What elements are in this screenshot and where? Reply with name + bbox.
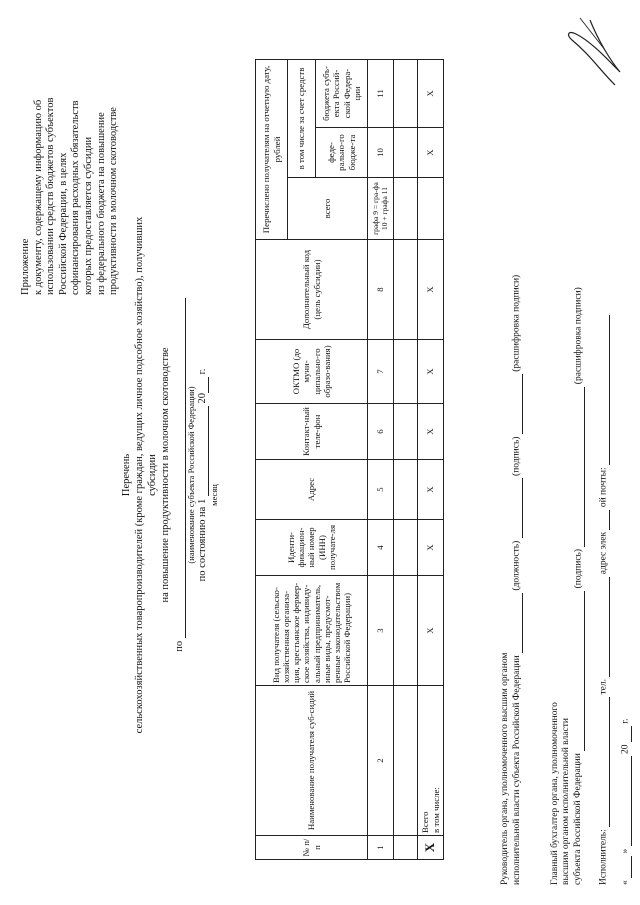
date-month-line[interactable] (620, 756, 632, 846)
table-cell[interactable] (394, 836, 418, 860)
appendix-line: софинансирования расходных обязательств (70, 100, 82, 295)
email-gap-line (598, 510, 610, 530)
header-type: Вид получателя (сельско-хозяйственная организа-ция, крестьянское фермер-ское хозяйства, индивиду-альный предприниматель, иные виды, предусмот-ренные законодательством Российской Федерации) (256, 576, 368, 686)
decode-caption: (расшифровка подписи) (512, 274, 522, 372)
total-cell-x: X (418, 836, 444, 860)
accountant-label-line: Главный бухгалтер органа, уполномоченного (550, 702, 560, 885)
header-transferred: Перечислено получателям на отчетную дату, рублей (256, 59, 288, 239)
header-oktmo: ОКТМО (до муни-ципально-го образо-вания) (256, 340, 368, 404)
date-open-quote: « (620, 880, 631, 885)
date-year-prefix: 20 (620, 744, 631, 754)
total-cell-x: X (418, 404, 444, 460)
sign-fill-line[interactable] (511, 478, 523, 538)
table-cell[interactable] (394, 520, 418, 576)
header-address: Адрес (256, 460, 368, 520)
subject-fill-row (173, 195, 186, 755)
accountant-decode-caption: (расшифровка подписи) (573, 287, 584, 385)
appendix-line: Приложение (20, 238, 31, 295)
po-label: по (173, 640, 185, 652)
as-of-label: по состоянию на 1 (197, 498, 209, 582)
date-year-suffix: г. (620, 718, 631, 724)
table-cell[interactable] (394, 576, 418, 686)
executor-fill-line[interactable] (598, 697, 610, 827)
table-cell[interactable] (394, 460, 418, 520)
appendix-line: из федерального бюджета на повышение (95, 112, 107, 295)
header-regional: бюджета субъ-екта Россий-ской Федера-ции (316, 59, 368, 127)
total-cell-x: X (418, 340, 444, 404)
year-suffix: г. (197, 368, 209, 375)
position-caption: (должность) (512, 540, 522, 591)
total-cell-x: X (418, 520, 444, 576)
subject-caption: (наименование субъекта Российской Федерации) (185, 386, 196, 564)
document-title-line: на повышение продуктивности в молочном скотоводстве (160, 347, 172, 603)
accountant-sign-line[interactable] (573, 591, 585, 751)
email-fill-line[interactable] (598, 315, 610, 465)
table-cell[interactable] (394, 686, 418, 836)
document-title-line: сельскохозяйственных товаропроизводителей (кроме граждан, ведущих личное подсобное хозяйство), получивших субсидии (134, 216, 159, 734)
table-cell[interactable] (394, 128, 418, 178)
decode-fill-line[interactable] (511, 374, 523, 434)
sign-caption: (подпись) (512, 436, 522, 476)
total-label-cell (418, 686, 444, 836)
colnum-5: 5 (368, 460, 394, 520)
colnum-8: 8 (368, 240, 394, 340)
executor-label: Исполнитель: (598, 829, 609, 885)
table-cell[interactable] (394, 404, 418, 460)
table-cell[interactable] (394, 59, 418, 127)
header-federal: феде-рально-го бюдже-та (316, 128, 368, 178)
appendix-line: к документу, содержащему информацию об (32, 99, 44, 295)
date-close-quote: » (620, 848, 631, 854)
accountant-decode-line[interactable] (573, 387, 585, 547)
colnum-4: 4 (368, 520, 394, 576)
table-cell[interactable] (394, 340, 418, 404)
accountant-label-line: высшим органом исполнительной власти (561, 718, 572, 885)
colnum-7: 7 (368, 340, 394, 404)
total-cell-x: X (418, 240, 444, 340)
accountant-label-line: субъекта Российской Федерации (573, 753, 584, 885)
header-incl: в том числе за счет средств (288, 59, 316, 177)
header-name: Наименование получателя суб-сидий (256, 686, 368, 836)
total-incl-label: в том числе: (430, 787, 441, 833)
header-code: Дополнительный код (цель субсидии) (256, 240, 368, 340)
header-phone: Контакт-ный теле-фон (256, 404, 368, 460)
phone-label: тел. (598, 678, 609, 695)
total-cell-x: X (418, 128, 444, 178)
head-label-line: исполнительной власти субъекта Российской Федерации (512, 655, 522, 885)
colnum-9: графа 9 = гра-фа 10 + графа 11 (368, 178, 394, 240)
total-cell-x: X (418, 576, 444, 686)
handwritten-signature-mark (560, 10, 630, 90)
colnum-11: 11 (368, 59, 394, 127)
accountant-sign-caption: (подпись) (573, 548, 584, 589)
table-cell[interactable] (394, 178, 418, 240)
recipients-table (255, 59, 444, 860)
colnum-2: 2 (368, 686, 394, 836)
total-cell[interactable] (418, 178, 444, 240)
document-title-block (120, 195, 220, 755)
total-label: Всего (420, 811, 431, 833)
table-cell[interactable] (394, 240, 418, 340)
year-fill-line[interactable] (197, 377, 209, 393)
appendix-note (20, 5, 121, 295)
colnum-3: 3 (368, 576, 394, 686)
phone-fill-line[interactable] (598, 577, 610, 677)
email-label-a: адрес элек (598, 531, 609, 575)
month-caption: месяц (209, 484, 220, 506)
colnum-6: 6 (368, 404, 394, 460)
appendix-line: которых предоставляется субсидии (82, 136, 94, 295)
header-inn: Иденти-фикацион-ный номер (ИНН) получате-ля (256, 520, 368, 576)
month-fill-line[interactable] (197, 406, 209, 496)
head-signature-block (500, 25, 523, 885)
header-num: № п/п (256, 836, 368, 860)
as-of-row (196, 195, 209, 755)
appendix-line: Российской Федерации, в целях (57, 152, 69, 295)
head-fill-line[interactable] (511, 593, 523, 653)
appendix-line: продуктивности в молочном скотоводстве (108, 107, 120, 295)
date-block (620, 485, 632, 885)
header-total: всего (288, 178, 368, 240)
table-row-total (418, 59, 444, 859)
head-label-line: Руководитель органа, уполномоченного высшим органом (500, 652, 510, 885)
date-day-line[interactable] (620, 856, 632, 878)
executor-block (598, 25, 610, 885)
year-prefix: 20 (197, 393, 209, 404)
colnum-1: 1 (368, 836, 394, 860)
date-year-line[interactable] (620, 726, 632, 742)
colnum-10: 10 (368, 128, 394, 178)
appendix-line: использовании средств бюджетов субъектов (45, 97, 57, 295)
subject-fill-line[interactable] (174, 298, 186, 638)
total-cell-x: X (418, 460, 444, 520)
table-row (394, 59, 418, 859)
total-cell-x: X (418, 59, 444, 127)
accountant-signature-block (550, 25, 585, 885)
document-heading: Перечень (121, 453, 132, 497)
email-label-b: ой почты: (598, 467, 609, 508)
